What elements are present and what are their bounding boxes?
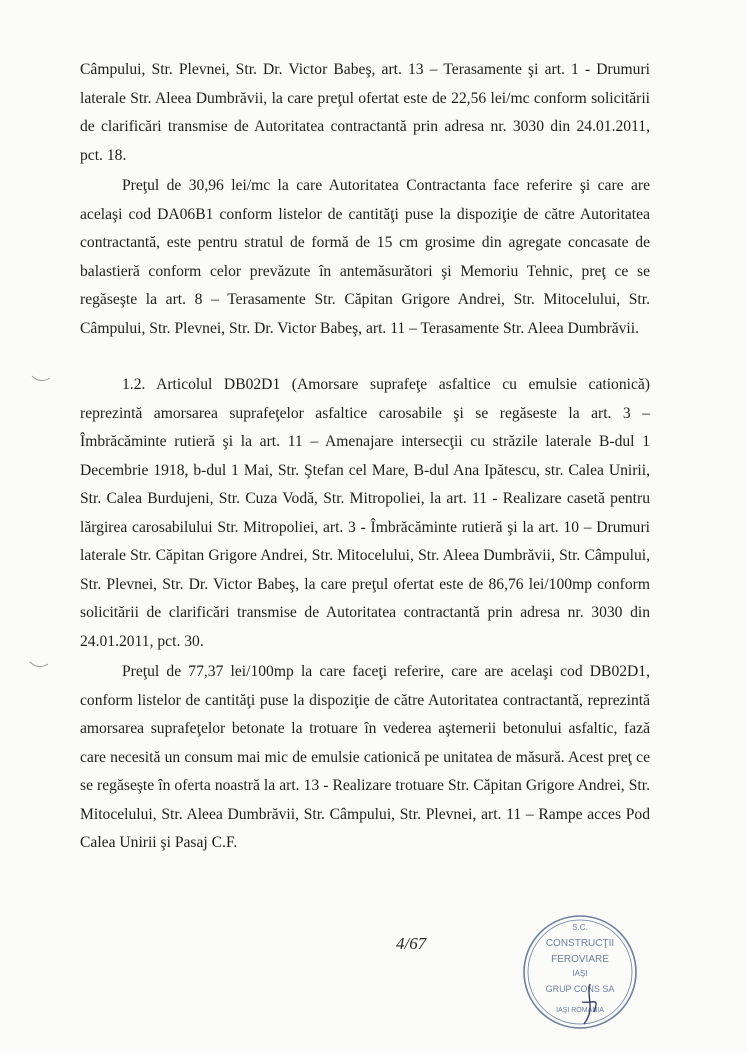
svg-text:S.C.: S.C. [572, 923, 588, 932]
body-text [80, 56, 650, 858]
svg-text:FEROVIARE: FEROVIARE [551, 954, 609, 965]
svg-text:GRUP CONS SA: GRUP CONS SA [545, 984, 615, 994]
svg-text:CONSTRUCŢII: CONSTRUCŢII [545, 938, 615, 949]
scan-mark-bottom [28, 658, 50, 672]
paragraph-continuation: Câmpului, Str. Plevnei, Str. Dr. Victor Babeş, art. 13 – Terasamente şi art. 1 - Drumuri laterale Str. Aleea Dumbrăvii, la care preţul ofertat este de 22,56 lei/mc conform solicitării de clarificări transmise de Autoritatea contractantă prin adresa nr. 3030 din 24.01.2011, pct. 18. [80, 61, 650, 164]
paragraph-price-db02d1: Preţul de 77,37 lei/100mp la care faceţi referire, care are acelaşi cod DB02D1, conform listelor de cantităţi puse la dispoziţie de către Autoritatea contractantă, reprezintă amorsarea suprafeţelor betonate la trotuare în vederea aşternerii betonului asfaltic, fază care necesită un consum mai mic de emulsie cationică pe unitatea de măsură. Acest preţ ce se regăseşte în oferta noastră la art. 13 - Realizare trotuare Str. Căpitan Grigore Andrei, Str. Mitocelului, Str. Aleea Dumbrăvii, Str. Câmpului, Str. Plevnei, art. 11 – Rampe acces Pod Calea Unirii şi Pasaj C.F. [80, 663, 650, 851]
paragraph-price-da06b1: Preţul de 30,96 lei/mc la care Autoritatea Contractanta face referire şi care are acelaşi cod DA06B1 conform listelor de cantităţi puse la dispoziţie de către Autoritatea contractantă, este pentru stratul de formă de 15 cm grosime din agregate concasate de balastieră conform celor prevăzute în antemăsurători şi Memoriu Tehnic, preţ ce se regăseşte la art. 8 – Terasamente Str. Căpitan Grigore Andrei, Str. Mitocelului, Str. Câmpului, Str. Plevnei, Str. Dr. Victor Babeş, art. 11 – Terasamente Str. Aleea Dumbrăvii. [80, 177, 650, 337]
svg-text:IAŞI ROMANIA: IAŞI ROMANIA [556, 1007, 604, 1014]
paragraph-article-db02d1: 1.2. Articolul DB02D1 (Amorsare suprafeţe asfaltice cu emulsie cationică) reprezintă amorsarea suprafeţelor asfaltice carosabile şi se regăseste la art. 3 – Îmbrăcăminte rutieră şi la art. 11 – Amenajare intersecţii cu străzile laterale B-dul 1 Decembrie 1918, b-dul 1 Mai, Str. Ştefan cel Mare, B-dul Ana Ipătescu, str. Calea Unirii, Str. Calea Burdujeni, Str. Cuza Vodă, Str. Mitropoliei, la art. 11 - Realizare casetă pentru lărgirea carosabilului Str. Mitropoliei, art. 3 - Îmbrăcăminte rutieră şi la art. 10 – Drumuri laterale Str. Căpitan Grigore Andrei, Str. Mitocelului, Str. Aleea Dumbrăvii, Str. Câmpului, Str. Plevnei, Str. Dr. Victor Babeş, la care preţul ofertat este de 86,76 lei/100mp conform solicitării de clarificări transmise de Autoritatea contractantă prin adresa nr. 3030 din 24.01.2011, pct. 30. [80, 376, 650, 650]
scan-mark-top [30, 372, 52, 386]
company-stamp [520, 912, 640, 1032]
page-number: 4/67 [396, 934, 427, 953]
svg-text:IAŞI: IAŞI [572, 969, 588, 978]
